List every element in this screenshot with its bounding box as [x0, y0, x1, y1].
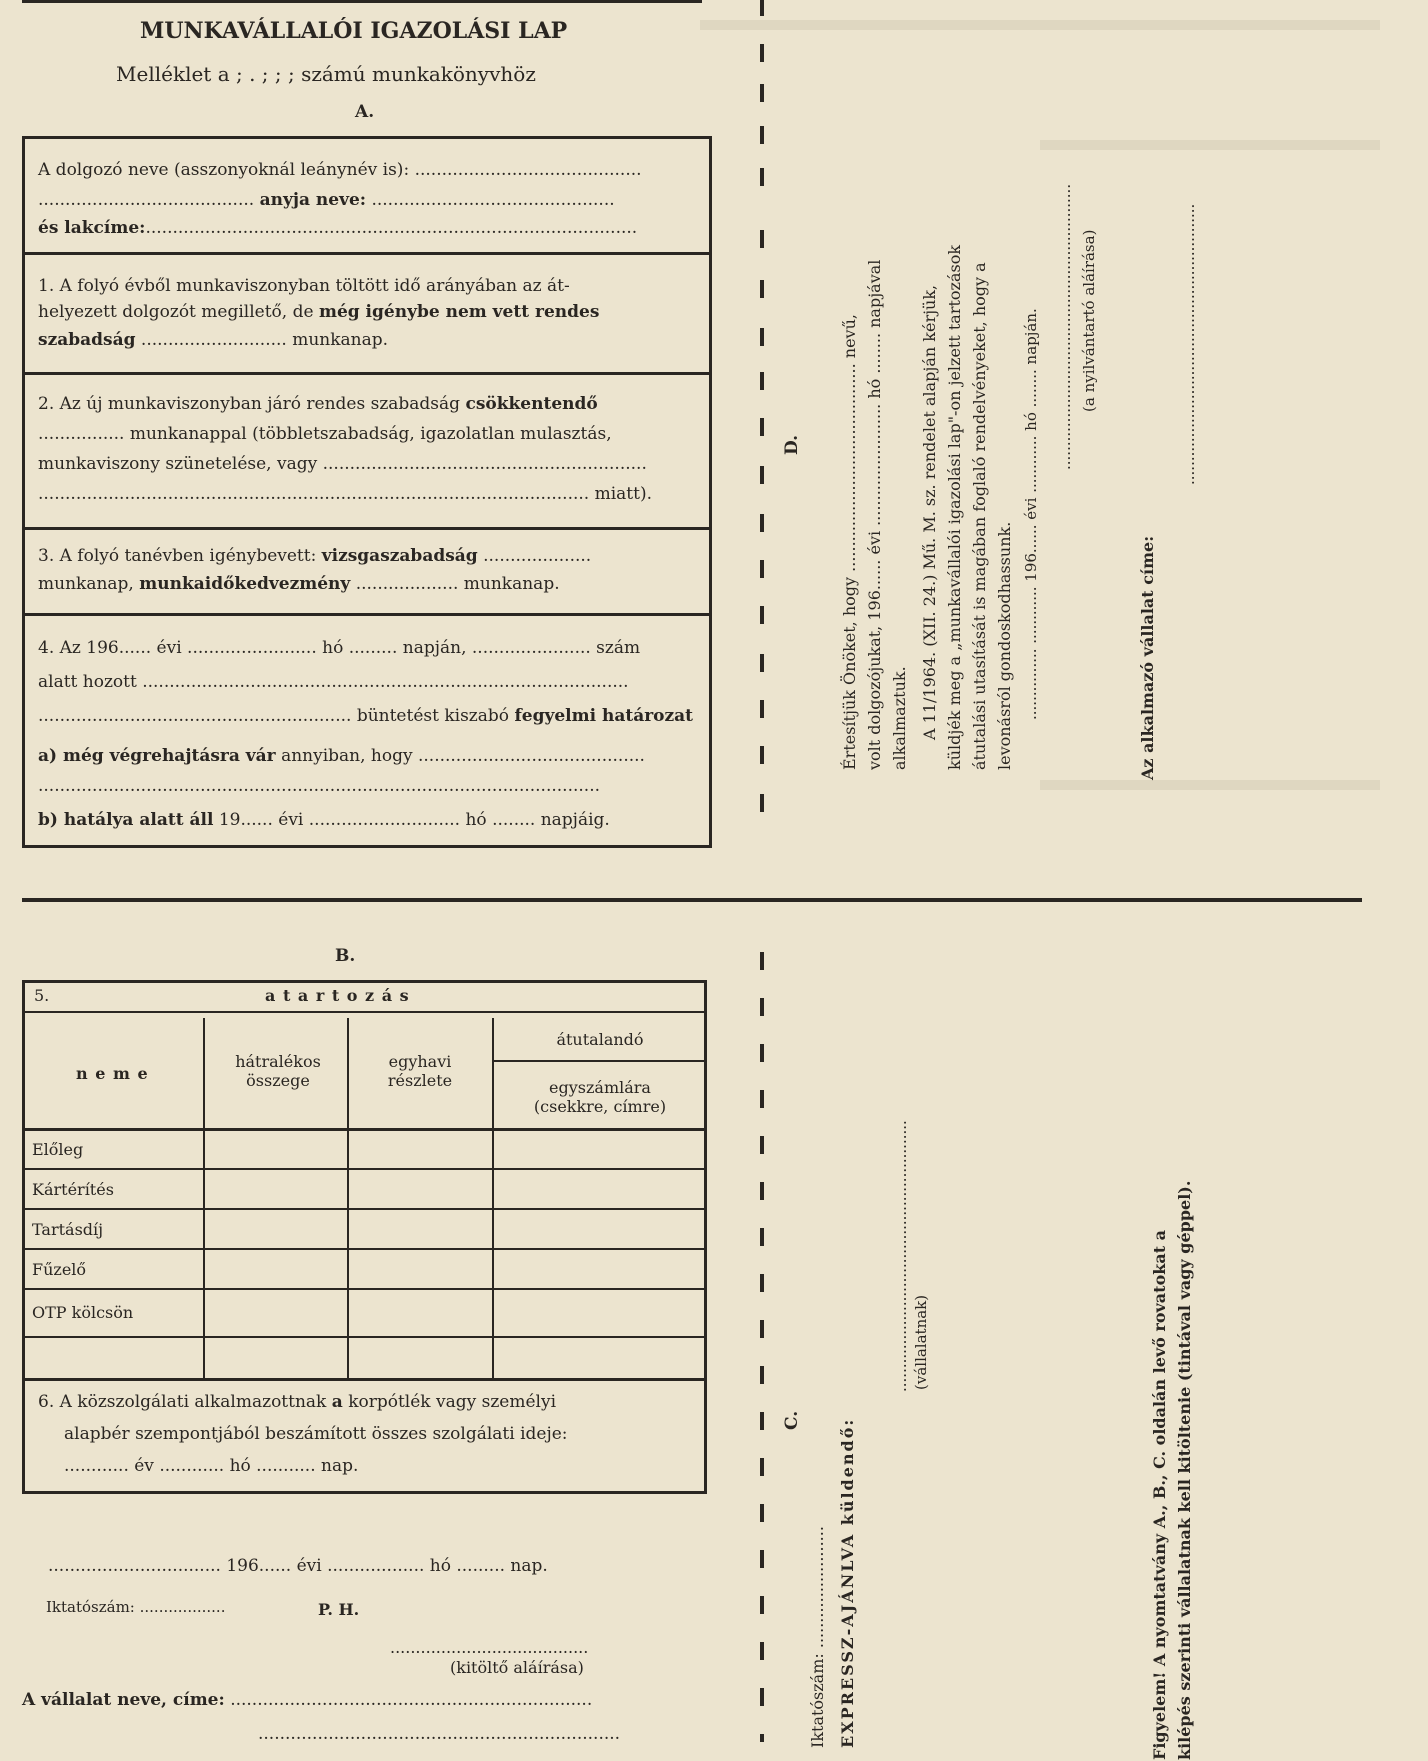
- separator-dash: [760, 1734, 764, 1742]
- row-label: OTP kölcsön: [32, 1303, 134, 1322]
- company-line: A vállalat neve, címe: ...................................................................: [22, 1690, 593, 1710]
- item4-line5: ........................................................................................................: [38, 776, 600, 796]
- address-line: és lakcíme:...........................................................................................: [38, 218, 638, 238]
- notice-c-line2: kilépés szerinti vállalatnak kell kitöltenie (tintával vagy géppel).: [1175, 1180, 1194, 1760]
- separator-dash: [760, 1596, 764, 1614]
- company-dots-c: .........................................................: [892, 1120, 910, 1392]
- row-line: [22, 1336, 707, 1338]
- row-line: [22, 1128, 707, 1131]
- separator-dash: [760, 1136, 764, 1154]
- form-title: MUNKAVÁLLALÓI IGAZOLÁSI LAP: [140, 18, 568, 44]
- cut-line: [22, 898, 1362, 902]
- divider: [22, 372, 712, 375]
- row-label: Kártérítés: [32, 1180, 114, 1199]
- separator-dash: [760, 1550, 764, 1568]
- separator-dash: [760, 230, 764, 248]
- separator-dash: [760, 794, 764, 812]
- row-line: [22, 1168, 707, 1170]
- separator-dash: [760, 1458, 764, 1476]
- divider: [22, 613, 712, 616]
- separator-dash: [760, 746, 764, 764]
- col-header-atutalando: átutalandó: [556, 1030, 644, 1049]
- separator-dash: [760, 418, 764, 436]
- section-label-a: A.: [355, 102, 375, 122]
- sig-label-d: (a nyilvántartó aláírása): [1080, 229, 1098, 412]
- separator-dash: [760, 0, 764, 16]
- worker-name-line: A dolgozó neve (asszonyoknál leánynév is): ..........................................: [38, 160, 642, 180]
- item2-line4: ...................................................................................................... miatt).: [38, 484, 652, 504]
- separator-dash: [760, 466, 764, 484]
- item6-line2: alapbér szempontjából beszámított összes szolgálati ideje:: [64, 1424, 568, 1444]
- separator-dash: [760, 1642, 764, 1660]
- row-line: [22, 1378, 707, 1381]
- section-label-c: C.: [782, 1410, 802, 1430]
- row-line: [22, 1208, 707, 1210]
- item4-line3: .......................................................... büntetést kiszabó fegyelmi határozat: [38, 706, 694, 726]
- item4-line6: b) hatálya alatt áll 19...... évi ............................ hó ........ napjáig.: [38, 810, 610, 830]
- form-subtitle: Melléklet a ; . ; ; ; számú munkakönyvhöz: [116, 62, 536, 86]
- col-line: [347, 1018, 349, 1378]
- company-line-2: ...................................................................: [258, 1724, 621, 1744]
- separator-dash: [760, 1366, 764, 1384]
- separator-dash: [760, 126, 764, 144]
- company-label-c: (vállalatnak): [912, 1294, 930, 1390]
- separator-dash: [760, 372, 764, 390]
- separator-dash: [760, 1320, 764, 1338]
- item1-line3: szabadság ........................... munkanap.: [38, 330, 389, 350]
- separator-dash: [760, 1688, 764, 1706]
- section-label-d: D.: [782, 434, 802, 455]
- separator-dash: [760, 998, 764, 1016]
- item2-line1: 2. Az új munkaviszonyban járó rendes szabadság csökkentendő: [38, 394, 598, 414]
- row-label: Előleg: [32, 1140, 84, 1159]
- col-header-egyszamlara: egyszámlára (csekkre, címre): [533, 1078, 667, 1116]
- separator-dash: [760, 1504, 764, 1522]
- background-texture: [1040, 780, 1380, 790]
- notice-d-line3: alkalmaztuk.: [890, 666, 909, 770]
- separator-dash: [760, 606, 764, 624]
- separator-dash: [760, 280, 764, 298]
- separator-dash: [760, 952, 764, 970]
- separator-dash: [760, 1182, 764, 1200]
- signature-label: (kitöltő aláírása): [450, 1658, 584, 1677]
- mother-name-line: ........................................ anyja neve: .............................................: [38, 190, 615, 210]
- separator-dash: [760, 700, 764, 718]
- divider: [22, 527, 712, 530]
- separator-dash: [760, 1412, 764, 1430]
- row-label: Fűzelő: [32, 1260, 87, 1279]
- section-label-b: B.: [335, 946, 356, 966]
- item2-line3: munkaviszony szünetelése, vagy ............................................................: [38, 454, 647, 474]
- item1-line1: 1. A folyó évből munkaviszonyban töltött idő arányában az át-: [38, 276, 570, 296]
- table-title: a t a r t o z á s: [95, 980, 707, 1012]
- separator-dash: [760, 514, 764, 532]
- item3-line2: munkanap, munkaidőkedvezmény ................... munkanap.: [38, 574, 560, 594]
- item4-line2: alatt hozott ..........................................................................................: [38, 672, 629, 692]
- employer-dots-d: ...........................................................: [1180, 203, 1198, 485]
- separator-dash: [760, 168, 764, 186]
- stamp-label: P. H.: [318, 1600, 360, 1619]
- separator-dash: [760, 1044, 764, 1062]
- separator-dash: [760, 560, 764, 578]
- separator-dash: [760, 1090, 764, 1108]
- item4-line1: 4. Az 196...... évi ........................ hó ......... napján, ...................... szám: [38, 638, 641, 658]
- table-number: 5.: [22, 980, 95, 1012]
- separator-dash: [760, 654, 764, 672]
- iktatoszam-field: Iktatószám: ..................: [46, 1598, 226, 1616]
- notice-d-line4: A 11/1964. (XII. 24.) Mű. M. sz. rendelet alapján kérjük,: [920, 284, 939, 740]
- row-label: Tartásdíj: [32, 1220, 104, 1239]
- separator-dash: [760, 44, 764, 62]
- separator-dash: [760, 1228, 764, 1246]
- row-line: [493, 1060, 707, 1062]
- col-header-hatralek: hátralékos összege: [235, 1052, 321, 1090]
- notice-d-line1: Értesítjük Önöket, hogy ......................................... nevű,: [840, 314, 859, 770]
- row-line: [22, 1288, 707, 1290]
- item6-line1: 6. A közszolgálati alkalmazottnak a korpótlék vagy személyi: [38, 1392, 557, 1412]
- item1-line2: helyezett dolgozót megillető, de még igénybe nem vett rendes: [38, 302, 600, 322]
- notice-d-line2: volt dolgozójukat, 196...... évi ........................ hó ........ napjával: [865, 259, 884, 770]
- item3-line1: 3. A folyó tanévben igénybevett: vizsgaszabadság ....................: [38, 546, 592, 566]
- background-texture: [700, 20, 1380, 30]
- background-texture: [1040, 140, 1380, 150]
- separator-dash: [760, 1274, 764, 1292]
- debt-table: [22, 980, 707, 1013]
- top-rule: [22, 0, 702, 3]
- express-label: EXPRESSZ-AJÁNLVA küldendő:: [838, 1417, 857, 1748]
- notice-d-line7: levonásról gondoskodhassunk.: [995, 521, 1014, 770]
- divider: [22, 252, 712, 255]
- separator-dash: [760, 328, 764, 346]
- item2-line2: ................ munkanappal (többletszabadság, igazolatlan mulasztás,: [38, 424, 612, 444]
- col-line: [492, 1018, 494, 1378]
- date-line: ................................ 196...... évi .................. hó ......... nap.: [48, 1556, 548, 1576]
- date-line-d: ............... ............ 196...... évi ............ hó ........ napján.: [1022, 308, 1040, 720]
- separator-dash: [760, 84, 764, 102]
- row-line: [22, 1248, 707, 1250]
- item4-line4: a) még végrehajtásra vár annyiban, hogy ..........................................: [38, 746, 645, 766]
- col-line: [203, 1018, 205, 1378]
- notice-c-line1: Figyelem! A nyomtatvány A., B., C. oldalán levő rovatokat a: [1150, 1229, 1169, 1760]
- col-header-neme: n e m e: [76, 1064, 149, 1083]
- col-header-egyhavi: egyhavi részlete: [387, 1052, 453, 1090]
- iktatoszam-c: Iktatószám: ........................: [808, 1526, 827, 1748]
- signature-dots: .......................................: [390, 1638, 589, 1657]
- notice-d-line5: küldjék meg a „munkavállalói igazolási lap"-on jelzett tartozások: [945, 244, 964, 770]
- sig-dots-d: ............................................................: [1056, 183, 1074, 470]
- employer-label-d: Az alkalmazó vállalat címe:: [1138, 535, 1157, 780]
- item6-line3: ............ év ............ hó ........... nap.: [64, 1456, 359, 1476]
- notice-d-line6: átutalási utasítását is magában foglaló rendelvényeket, hogy a: [970, 262, 989, 770]
